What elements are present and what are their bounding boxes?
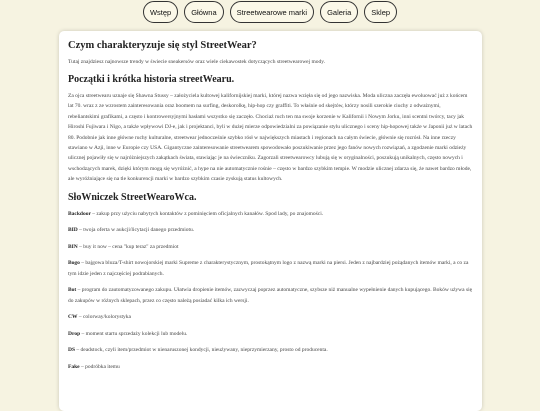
nav-button-streetwearowe-marki[interactable]: Streetwearowe marki <box>230 1 314 23</box>
glossary-term: BIN <box>68 243 78 250</box>
nav-button-sklep[interactable]: Sklep <box>364 1 397 23</box>
glossary-term: Bot <box>68 287 77 294</box>
nav-button-glowna[interactable]: Główna <box>184 1 223 23</box>
glossary-term: Backdoor <box>68 210 91 217</box>
glossary-definition: – twoja oferta w aukcji/licytacji danego przedmiotu. <box>77 227 195 234</box>
glossary-entry <box>68 362 473 373</box>
glossary-definition: – colorway/kolorystyka <box>77 314 131 321</box>
glossary-definition: – bajgowa bluza/T-shirt nowojorskiej marki Supreme z charakterystycznym, prostokątnym logo z nazwą marki na piersi. Jeden z najbardziej pożądanych itemów marki, a co za tym idzie jeden z najczęściej podrabianych. <box>68 260 469 277</box>
glossary-term: Bogo <box>68 260 80 267</box>
nav-button-galeria[interactable]: Galeria <box>320 1 358 23</box>
glossary-definition: – moment startu sprzedaży kolekcji lub modelu. <box>80 330 188 337</box>
glossary-entry <box>68 329 473 340</box>
glossary-definition: – program do zautomatyzowanego zakupu. Ułatwia dropienie itemów, zazwyczaj poprzez automatyczne, szybsze niż manualne wypełnienie danych kupującego. Boków używa się do zakupów w różnych sklepach, przez co często należą posiadać kilka ich wersji. <box>68 287 473 304</box>
glossary-term: DS <box>68 347 76 354</box>
history-text: Za ojca streetwearu uznaje się Shawna Stussy – założyciela kultowej kalifornijskiej marki, której nazwa wzięła się od jego nazwiska. Moda uliczna zaczęła ewoluować już z końcem lat 70. wraz z ze wzrostem zainteresowania oraz boomem na surfing, deskorolkę, hip-hop czy graffiti. To właśnie od skejtów, którzy nosili szerokie ciuchy z odważnymi, rebeliantskimi grafikami, a często i kontrowersyjnymi hasłami wszystko się zaczęło. Chociaż ruch ten ma swoje korzenie w Kalifornii i Nowym Jorku, inni scentni twórcy, tacy jak Hiroshi Fujiwara i Nigo, a także wpływowi DJ-e, jak i projektanci, byli w dużej mierze odpowiedzialni za powiązanie stylu ulicznego i sceny hip-hopowej także w Japonii już w latach 80. Podobnie jak inne główne ruchy kulturalne, streetwear jednocześnie szybko rósł w największych miastach i regionach na całym świecie, głównie się rozrósł. Na inne rzeczy stawiano w Azji, inne w Europie czy USA. Gigantyczne zainteresowanie streetwearem spowodowało poszukiwanie przez jego fanów nowych rozwiązań, a zgodzenie marki odzieży ulicznej pojawiły się w najróżniejszych zakątkach świata, stawiając je na świeczniku. Zagorzali streetwearowcy lubują się w oryginalności, poszukują unikalnych, często nowych i wschodzących marek, dzięki którym mogą się wyróżnić, a hype na nie automatycznie rośnie – często w bardzo szybkim tempie. W modzie ulicznej zdarza się, że nawet bardzo młode, ale wyróżniające się na tle konkurencji marki w bardzo szybkim czasie zyskują status kultowych. <box>68 93 473 183</box>
intro-text: Tutaj znajdziesz najnowsze trendy w świecie sneakersów oraz wiele ciekawostek dotyczących streetwearowej mody. <box>68 59 326 65</box>
glossary-entry <box>68 242 473 253</box>
page-title: Czym charakteryzuje się styl StreetWear? <box>68 40 257 51</box>
article-card <box>59 31 482 411</box>
top-navigation <box>0 0 540 29</box>
glossary-definition: – podróbka itemu <box>79 363 120 370</box>
glossary-definition: – buy it now – cena "kup teraz" za przedmiot <box>77 243 179 250</box>
glossary-heading: SłoWniczek StreetWearoWca. <box>68 191 197 203</box>
glossary-definition: – deadstock, czyli item/przedmiot w nienaruszonej kondycji, nieużywany, nieprzymierzany, prosto od producenta. <box>75 347 328 354</box>
nav-button-wstep[interactable]: Wstęp <box>143 1 178 23</box>
history-heading: Początki i krótka historia streetWearu. <box>68 74 235 85</box>
glossary-entry <box>68 258 473 279</box>
glossary-entry <box>68 285 473 306</box>
glossary-entry <box>68 312 473 323</box>
glossary-list <box>68 209 473 373</box>
glossary-entry <box>68 209 473 220</box>
glossary-term: CW <box>68 314 78 321</box>
glossary-definition: – zakup przy użyciu nabytych kontaktów z pominięciem oficjalnych kanałów. Spod lady, po znajomości. <box>90 210 324 217</box>
glossary-term: Drop <box>68 330 81 337</box>
glossary-term: Fake <box>68 363 80 370</box>
glossary-entry <box>68 225 473 236</box>
glossary-term: BID <box>68 227 78 234</box>
glossary-entry <box>68 345 473 356</box>
